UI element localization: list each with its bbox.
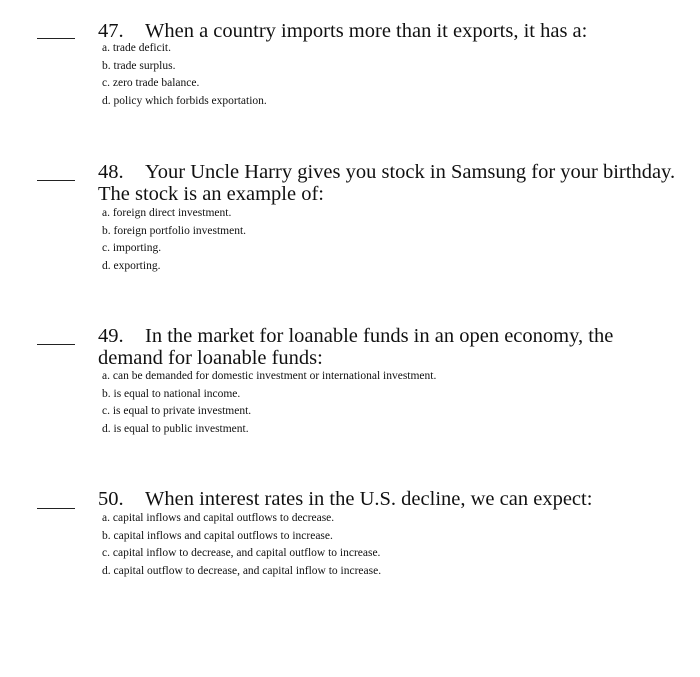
option-a: a. can be demanded for domestic investment or international investment. <box>102 370 437 382</box>
question-number: 50. <box>98 488 124 510</box>
question-text: Your Uncle Harry gives you stock in Samsung for your birthday. <box>145 161 676 183</box>
option-d: d. is equal to public investment. <box>102 422 249 435</box>
question-number: 49. <box>98 325 124 347</box>
answer-blank-47[interactable] <box>37 38 75 39</box>
answer-options <box>102 510 381 580</box>
question-text-continued: demand for loanable funds: <box>98 347 323 369</box>
answer-blank-48[interactable] <box>37 180 75 181</box>
answer-blank-49[interactable] <box>37 344 75 345</box>
question-number: 48. <box>98 161 124 183</box>
option-a: a. capital inflows and capital outflows to decrease. <box>102 512 335 524</box>
option-b: b. trade surplus. <box>102 59 176 72</box>
question-text: When interest rates in the U.S. decline, we can expect: <box>145 488 593 510</box>
answer-options <box>102 368 436 438</box>
option-c: c. importing. <box>102 242 162 254</box>
option-a: a. foreign direct investment. <box>102 207 232 219</box>
option-c: c. zero trade balance. <box>102 77 200 89</box>
question-number: 47. <box>98 20 124 42</box>
option-c: c. capital inflow to decrease, and capital outflow to increase. <box>102 547 381 559</box>
option-a: a. trade deficit. <box>102 42 171 54</box>
question-49-header <box>98 325 688 369</box>
option-d: d. policy which forbids exportation. <box>102 94 267 107</box>
question-text: In the market for loanable funds in an open economy, the <box>145 325 614 347</box>
answer-options <box>102 205 246 275</box>
question-48-header <box>98 161 688 205</box>
question-text-continued: The stock is an example of: <box>98 183 325 205</box>
answer-blank-50[interactable] <box>37 508 75 509</box>
answer-options <box>102 40 267 110</box>
option-b: b. foreign portfolio investment. <box>102 224 247 237</box>
option-c: c. is equal to private investment. <box>102 405 252 417</box>
question-50-header <box>98 488 688 510</box>
option-d: d. exporting. <box>102 259 161 272</box>
option-d: d. capital outflow to decrease, and capital inflow to increase. <box>102 564 382 577</box>
question-text: When a country imports more than it exports, it has a: <box>145 20 588 42</box>
option-b: b. is equal to national income. <box>102 387 241 400</box>
question-47-header <box>98 20 688 42</box>
option-b: b. capital inflows and capital outflows to increase. <box>102 529 333 542</box>
